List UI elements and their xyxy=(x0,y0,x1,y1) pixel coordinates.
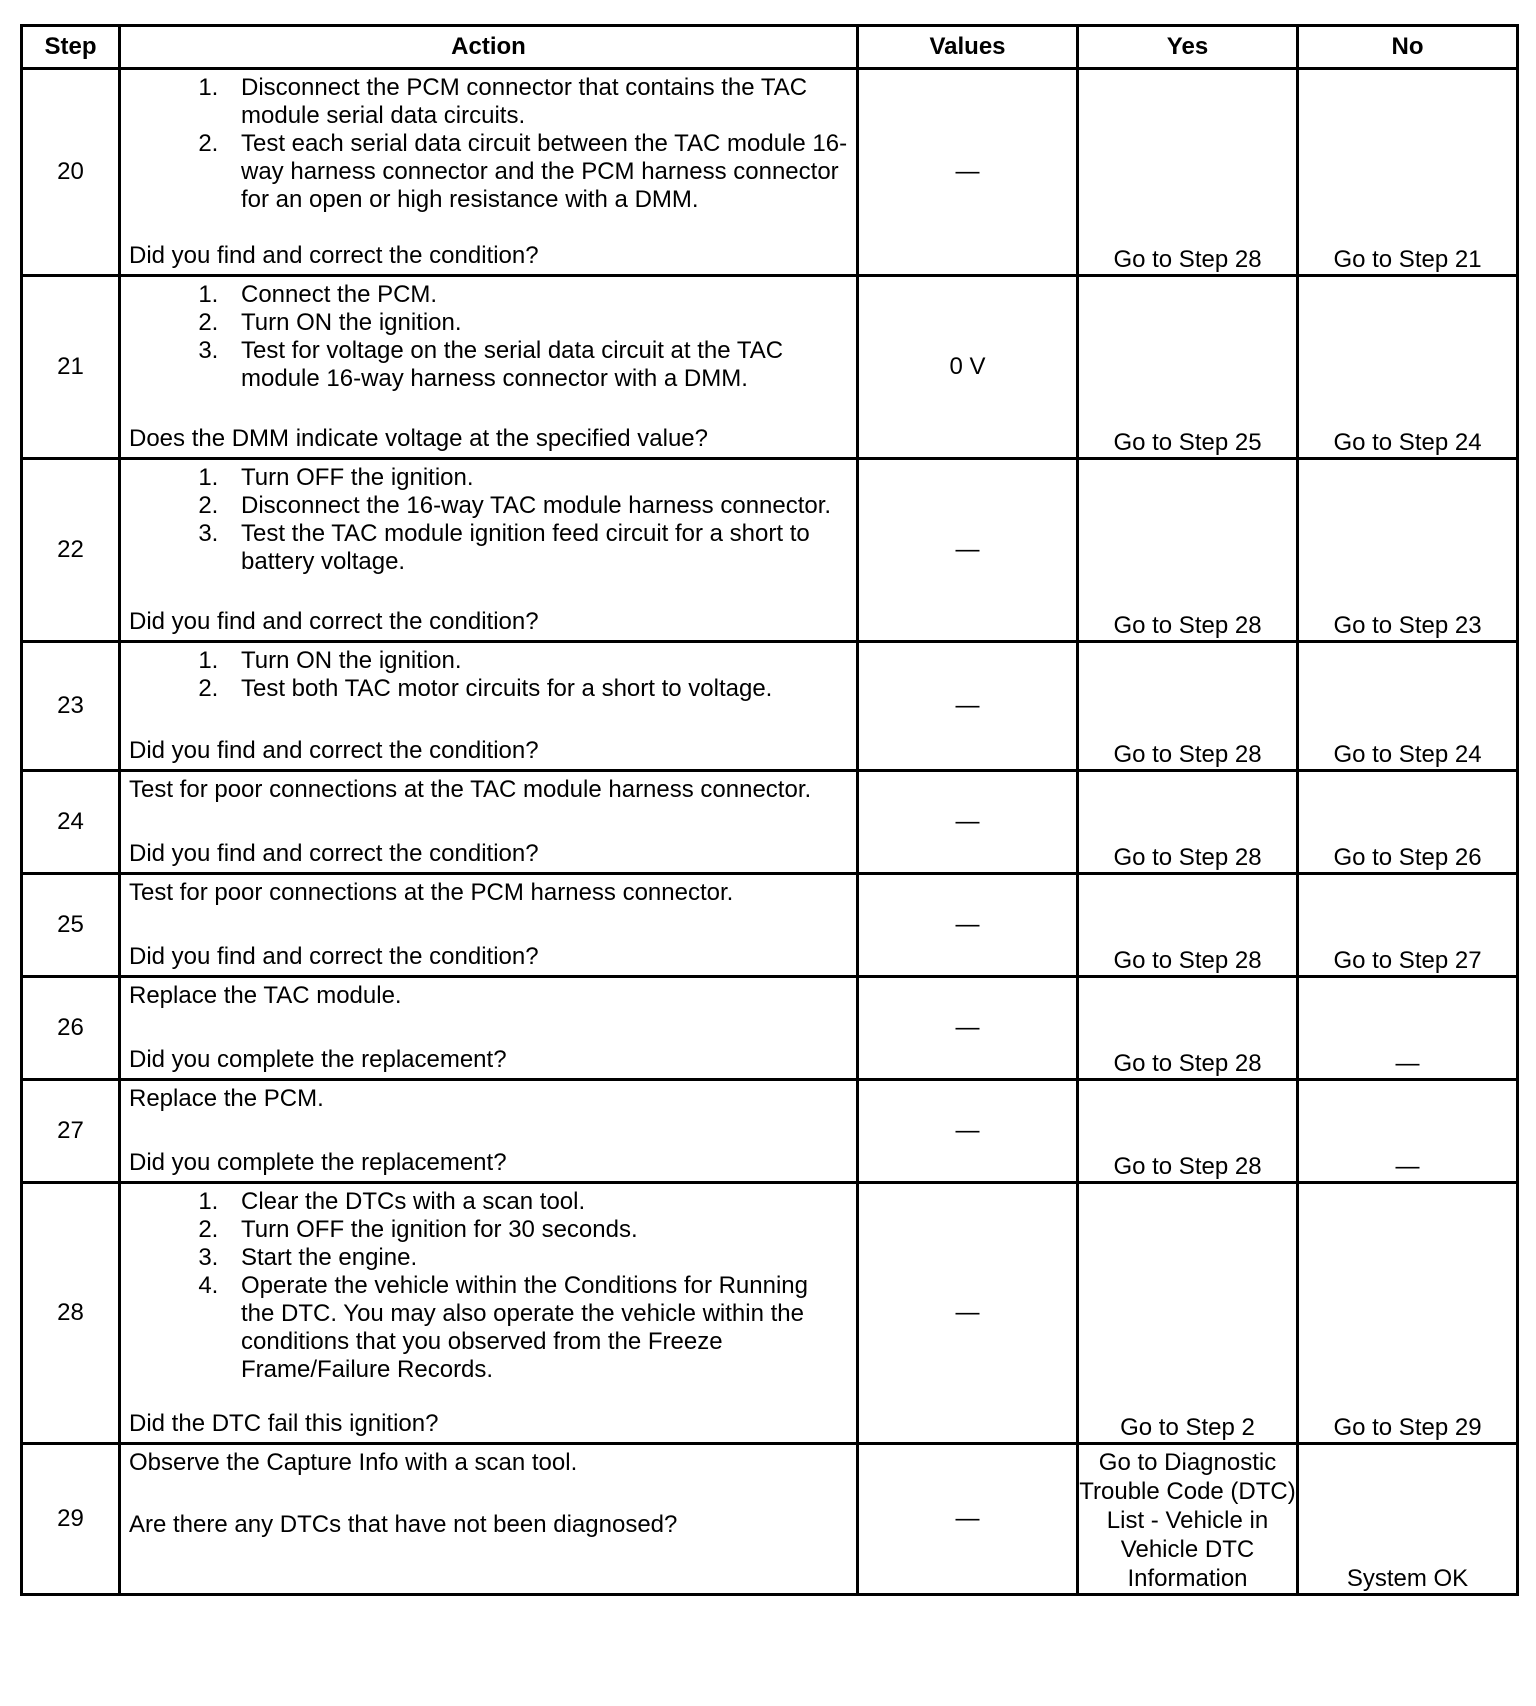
yes-cell-link xyxy=(1078,1444,1298,1595)
action-list xyxy=(129,647,848,703)
no-cell: Go to Step 26 xyxy=(1298,771,1518,874)
table-row-step-28 xyxy=(22,1183,1518,1444)
header-yes: Yes xyxy=(1078,26,1298,69)
table-row-step-25 xyxy=(22,874,1518,977)
action-question: Does the DMM indicate voltage at the specified value? xyxy=(129,425,708,452)
table-header-row xyxy=(22,26,1518,69)
yes-cell: Go to Step 2 xyxy=(1078,1183,1298,1444)
action-text: Test for poor connections at the TAC module harness connector. xyxy=(129,776,812,803)
table-row-step-24 xyxy=(22,771,1518,874)
action-question: Did you find and correct the condition? xyxy=(129,943,539,970)
header-action: Action xyxy=(120,26,858,69)
yes-cell: Go to Step 28 xyxy=(1078,642,1298,771)
diagnostic-step-table-page xyxy=(20,24,1516,1596)
action-item: 2. Test each serial data circuit between the TAC module 16-way harness connector and the PCM harness connector for an open or high resistance with a DMM. xyxy=(225,130,848,214)
values-cell: — xyxy=(858,874,1078,977)
values-cell: — xyxy=(858,69,1078,276)
header-values: Values xyxy=(858,26,1078,69)
action-cell xyxy=(120,459,858,642)
no-cell: Go to Step 24 xyxy=(1298,276,1518,459)
action-cell xyxy=(120,69,858,276)
no-cell: — xyxy=(1298,1080,1518,1183)
step-number: 21 xyxy=(22,276,120,459)
yes-cell: Go to Step 28 xyxy=(1078,874,1298,977)
step-number: 22 xyxy=(22,459,120,642)
table-row-step-20 xyxy=(22,69,1518,276)
action-item: 1. Turn OFF the ignition. xyxy=(225,464,848,492)
action-question: Did you find and correct the condition? xyxy=(129,242,539,269)
values-cell: — xyxy=(858,771,1078,874)
yes-cell: Go to Step 28 xyxy=(1078,1080,1298,1183)
table-row-step-22 xyxy=(22,459,1518,642)
action-item: 1. Clear the DTCs with a scan tool. xyxy=(225,1188,848,1216)
action-item: 2. Turn OFF the ignition for 30 seconds. xyxy=(225,1216,848,1244)
values-cell: — xyxy=(858,977,1078,1080)
yes-cell-text: Go to Diagnostic Trouble Code (DTC) List - Vehicle in Vehicle DTC Information xyxy=(1079,1449,1296,1592)
table-row-step-21 xyxy=(22,276,1518,459)
action-item: 3. Test the TAC module ignition feed circuit for a short to battery voltage. xyxy=(225,520,848,576)
no-cell: Go to Step 29 xyxy=(1298,1183,1518,1444)
action-question: Did you find and correct the condition? xyxy=(129,608,539,635)
action-question: Did you find and correct the condition? xyxy=(129,737,539,764)
action-list xyxy=(129,74,848,214)
action-item: 1. Turn ON the ignition. xyxy=(225,647,848,675)
yes-cell: Go to Step 28 xyxy=(1078,69,1298,276)
header-step: Step xyxy=(22,26,120,69)
yes-cell: Go to Step 28 xyxy=(1078,977,1298,1080)
action-question: Did the DTC fail this ignition? xyxy=(129,1410,439,1437)
yes-cell: Go to Step 28 xyxy=(1078,771,1298,874)
table-row-step-26 xyxy=(22,977,1518,1080)
values-cell: — xyxy=(858,1444,1078,1595)
yes-cell: Go to Step 28 xyxy=(1078,459,1298,642)
action-list xyxy=(129,1188,848,1384)
step-number: 25 xyxy=(22,874,120,977)
action-cell xyxy=(120,642,858,771)
no-cell: — xyxy=(1298,977,1518,1080)
action-item: 2. Test both TAC motor circuits for a short to voltage. xyxy=(225,675,848,703)
action-text: Replace the TAC module. xyxy=(129,982,402,1009)
values-cell: — xyxy=(858,1183,1078,1444)
action-cell xyxy=(120,1080,858,1183)
action-question: Did you find and correct the condition? xyxy=(129,840,539,867)
action-item: 3. Start the engine. xyxy=(225,1244,848,1272)
values-cell: — xyxy=(858,459,1078,642)
action-cell xyxy=(120,874,858,977)
step-number: 27 xyxy=(22,1080,120,1183)
step-number: 26 xyxy=(22,977,120,1080)
action-item: 4. Operate the vehicle within the Conditions for Running the DTC. You may also operate the vehicle within the conditions that you observed from the Freeze Frame/Failure Records. xyxy=(225,1272,848,1384)
action-question: Are there any DTCs that have not been diagnosed? xyxy=(129,1511,678,1538)
action-item: 1. Connect the PCM. xyxy=(225,281,848,309)
no-cell: System OK xyxy=(1298,1444,1518,1595)
action-text: Observe the Capture Info with a scan tool. xyxy=(129,1449,578,1476)
action-text: Replace the PCM. xyxy=(129,1085,324,1112)
header-no: No xyxy=(1298,26,1518,69)
no-cell: Go to Step 24 xyxy=(1298,642,1518,771)
no-cell: Go to Step 23 xyxy=(1298,459,1518,642)
action-item: 1. Disconnect the PCM connector that contains the TAC module serial data circuits. xyxy=(225,74,848,130)
action-item: 2. Turn ON the ignition. xyxy=(225,309,848,337)
action-question: Did you complete the replacement? xyxy=(129,1046,507,1073)
diagnostic-step-table xyxy=(20,24,1519,1596)
no-cell: Go to Step 21 xyxy=(1298,69,1518,276)
action-cell xyxy=(120,771,858,874)
no-cell: Go to Step 27 xyxy=(1298,874,1518,977)
action-text: Test for poor connections at the PCM harness connector. xyxy=(129,879,734,906)
table-row-step-29 xyxy=(22,1444,1518,1595)
values-cell: — xyxy=(858,1080,1078,1183)
action-question: Did you complete the replacement? xyxy=(129,1149,507,1176)
step-number: 28 xyxy=(22,1183,120,1444)
step-number: 24 xyxy=(22,771,120,874)
action-cell xyxy=(120,977,858,1080)
step-number: 29 xyxy=(22,1444,120,1595)
action-item: 2. Disconnect the 16-way TAC module harness connector. xyxy=(225,492,848,520)
table-row-step-23 xyxy=(22,642,1518,771)
values-cell: 0 V xyxy=(858,276,1078,459)
action-cell xyxy=(120,1444,858,1595)
step-number: 23 xyxy=(22,642,120,771)
action-list xyxy=(129,464,848,576)
values-cell: — xyxy=(858,642,1078,771)
action-cell xyxy=(120,1183,858,1444)
action-cell xyxy=(120,276,858,459)
table-row-step-27 xyxy=(22,1080,1518,1183)
yes-cell: Go to Step 25 xyxy=(1078,276,1298,459)
action-list xyxy=(129,281,848,393)
action-item: 3. Test for voltage on the serial data circuit at the TAC module 16-way harness connector with a DMM. xyxy=(225,337,848,393)
step-number: 20 xyxy=(22,69,120,276)
